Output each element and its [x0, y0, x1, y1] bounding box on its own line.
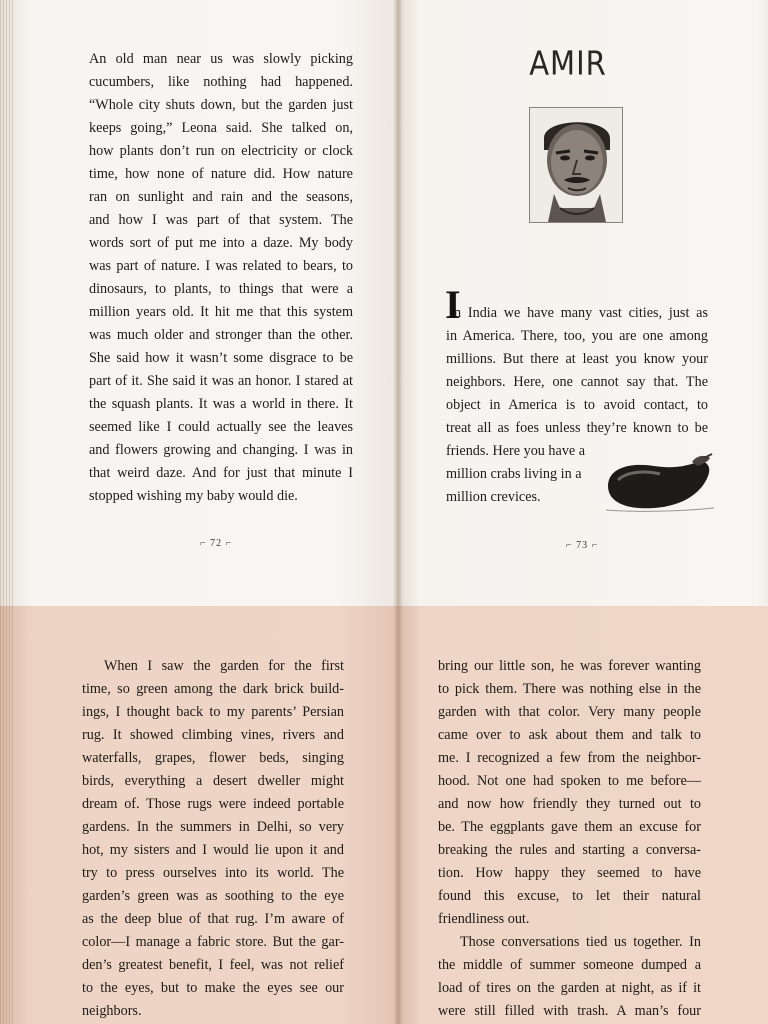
- text-line: friendliness out.: [438, 911, 530, 927]
- bottom-book-spread: [0, 606, 768, 1024]
- bottom-right-text: [438, 655, 701, 1023]
- text-line: She said how it wasn’t some disgrace to be: [89, 350, 353, 366]
- text-line: cucumbers, like nothing had happened.: [89, 74, 353, 90]
- text-line: was much older and stronger than the other.: [89, 327, 353, 343]
- page-number-72: ⌐ 72 ⌐: [200, 538, 233, 549]
- text-line: came over to ask about them and talk to: [438, 727, 701, 743]
- text-line: and how I was part of that system. The: [89, 212, 353, 228]
- text-line: ings, I thought back to my parents’ Persian: [82, 704, 344, 720]
- text-line: n India we have many vast cities, just as: [454, 305, 708, 321]
- text-line: were still filled with trash. A man’s four: [438, 1003, 701, 1019]
- text-line: dinosaurs, to plants, to things that were a: [89, 281, 353, 297]
- text-line: garden with that color. Very many people: [438, 704, 701, 720]
- text-line: seemed like I could actually see the leaves: [89, 419, 353, 435]
- text-line: time, so green among the dark brick build-: [82, 681, 344, 697]
- page-edge: [0, 606, 14, 1024]
- bottom-left-text: [82, 655, 344, 1023]
- text-line: time, how none of nature did. How nature: [89, 166, 353, 182]
- text-line: friends. Here you have a: [446, 443, 586, 459]
- text-line: den’s greatest benefit, I feel, was not relief: [82, 957, 344, 973]
- text-line: Those conversations tied us together. In: [460, 934, 701, 950]
- text-line: “Whole city shuts down, but the garden just: [89, 97, 353, 113]
- text-line: found this excuse, to let their natural: [438, 888, 701, 904]
- text-line: that weird daze. And for just that minute I: [89, 465, 353, 481]
- text-line: millions. But there at least you know your: [446, 351, 708, 367]
- text-line: object in America is to avoid contact, to: [446, 397, 708, 413]
- text-line: waterfalls, grapes, flower beds, singing: [82, 750, 344, 766]
- text-line: tion. How happy they seemed to have: [438, 865, 701, 881]
- text-line: me. I recognized a few from the neighbor-: [438, 750, 701, 766]
- text-line: birds, everything a desert dweller might: [82, 773, 344, 789]
- text-line: words sort of put me into a daze. My body: [89, 235, 353, 251]
- text-line: be. The eggplants gave them an excuse for: [438, 819, 701, 835]
- text-line: was part of nature. I was related to bears, to: [89, 258, 353, 274]
- bottom-left-page: [0, 606, 398, 1024]
- bottom-right-page: [398, 606, 768, 1024]
- text-line: dream of. Those rugs were indeed portable: [82, 796, 344, 812]
- text-line: gardens. In the summers in Delhi, so very: [82, 819, 344, 835]
- text-line: hood. Not one had spoken to me before—: [438, 773, 701, 789]
- text-line: and flowers growing and changing. I was in: [89, 442, 353, 458]
- text-line: and now how friendly they turned out to: [438, 796, 701, 812]
- text-line: how plants don’t run on electricity or clock: [89, 143, 353, 159]
- page-edge: [0, 0, 14, 606]
- text-line: to the eyes, but to make the eyes see our: [82, 980, 344, 996]
- text-line: garden’s green was as soothing to the eye: [82, 888, 344, 904]
- text-line: million crevices.: [446, 489, 541, 505]
- page-72-text: [89, 48, 353, 508]
- text-line: keeps going,” Leona said. She talked on,: [89, 120, 353, 136]
- text-line: in America. There, too, you are one among: [446, 328, 708, 344]
- text-line: ran on sunlight and rain and the seasons,: [89, 189, 353, 205]
- man-portrait-icon: [529, 107, 623, 223]
- drop-cap: I: [445, 282, 461, 327]
- text-line: hot, my sisters and I would lie upon it and: [82, 842, 344, 858]
- text-line: the squash plants. It was a world in there. It: [89, 396, 353, 412]
- text-line: When I saw the garden for the first: [104, 658, 344, 674]
- text-line: bring our little son, he was forever wanting: [438, 658, 701, 674]
- book-gutter: [393, 606, 403, 1024]
- page-number-73: ⌐ 73 ⌐: [566, 540, 599, 551]
- chapter-title: AMIR: [529, 43, 607, 83]
- text-line: try to press ourselves into its world. The: [82, 865, 344, 881]
- text-line: color—I manage a fabric store. But the gar-: [82, 934, 344, 950]
- text-line: part of it. She said it was an honor. I stared at: [89, 373, 353, 389]
- text-line: rug. It showed climbing vines, rivers and: [82, 727, 344, 743]
- text-line: million crabs living in a: [446, 466, 582, 482]
- page-72: [0, 0, 398, 606]
- text-line: neighbors.: [82, 1003, 142, 1019]
- text-line: breaking the rules and starting a conversa-: [438, 842, 701, 858]
- eggplant-icon: [604, 452, 716, 514]
- text-line: to pick them. There was nothing else in the: [438, 681, 701, 697]
- text-line: load of tires on the garden at night, as if it: [438, 980, 701, 996]
- text-line: An old man near us was slowly picking: [89, 51, 353, 67]
- text-line: treat all as foes unless they’re known to be: [446, 420, 708, 436]
- text-line: the middle of summer someone dumped a: [438, 957, 701, 973]
- text-line: as the deep blue of that rug. I’m aware of: [82, 911, 344, 927]
- book-gutter: [393, 0, 403, 606]
- text-line: stopped wishing my baby would die.: [89, 488, 298, 504]
- text-line: neighbors. Here, one cannot say that. The: [446, 374, 708, 390]
- text-line: million years old. It hit me that this system: [89, 304, 353, 320]
